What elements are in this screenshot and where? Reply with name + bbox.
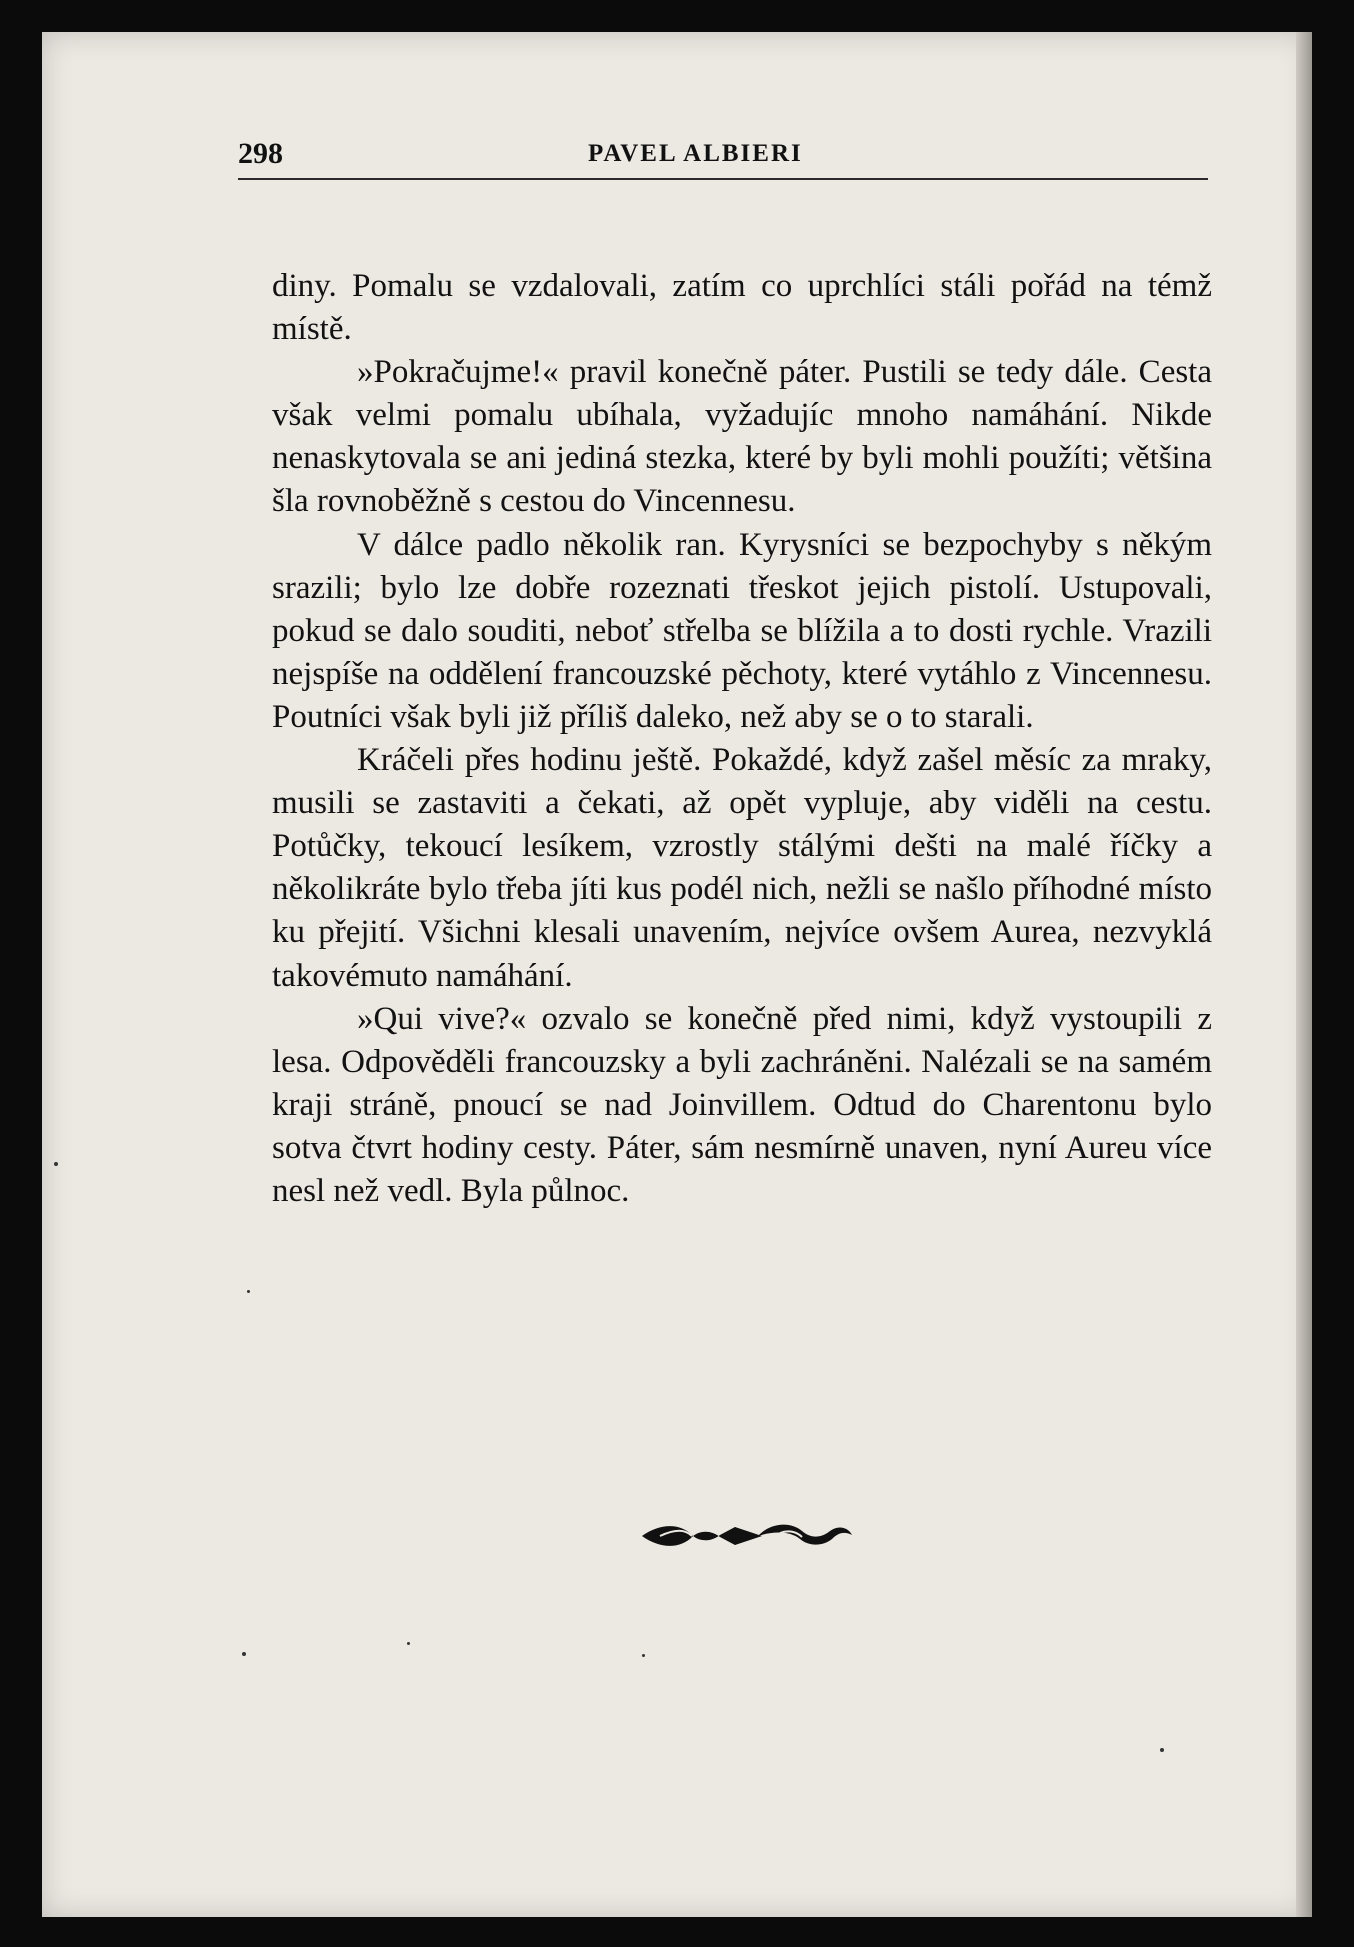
running-title: PAVEL ALBIERI (588, 140, 803, 167)
book-page (42, 32, 1312, 1917)
header-rule (238, 178, 1208, 180)
paragraph-2: »Pokračujme!« pravil konečně páter. Pustili se tedy dále. Cesta však velmi pomalu ubíhala, vyžadujíc mnoho namáhání. Nikde nenaskytovala se ani jediná stezka, které by byli mohli použíti; většina šla rovnoběžně s cestou do Vincennesu. (272, 354, 1212, 520)
print-speck (247, 1290, 250, 1293)
body-text (272, 265, 1212, 1213)
print-speck (1160, 1748, 1164, 1752)
paragraph-3: V dálce padlo několik ran. Kyrysníci se bezpochyby s někým srazili; bylo lze dobře rozeznati třeskot jejich pistolí. Ustupovali, pokud se dalo souditi, neboť střelba se blížila a to dosti rychle. Vrazili nejspíše na oddělení francouzské pěchoty, které vytáhlo z Vincennesu. Poutníci však byli již příliš daleko, než aby se o to starali. (272, 526, 1212, 735)
print-speck (54, 1162, 58, 1166)
paragraph-4: Kráčeli přes hodinu ještě. Pokaždé, když zašel měsíc za mraky, musili se zastaviti a čekati, až opět vypluje, aby viděli na cestu. Potůčky, tekoucí lesíkem, vzrostly stálými dešti na malé říčky a několikráte bylo třeba jíti kus podél nich, nežli se našlo příhodné místo ku přejití. Všichni klesali unavením, nejvíce ovšem Aurea, nezvyklá takovémuto namáhání. (272, 742, 1212, 994)
decorative-flourish-icon (640, 1515, 855, 1557)
print-speck (242, 1652, 246, 1656)
page-edge (1296, 32, 1312, 1917)
page-header (238, 137, 1218, 177)
paragraph-1: diny. Pomalu se vzdalovali, zatím co uprchlíci stáli pořád na témž místě. (272, 268, 1212, 348)
print-speck (407, 1642, 410, 1645)
print-speck (642, 1654, 645, 1657)
page-number: 298 (238, 137, 283, 170)
paragraph-5: »Qui vive?« ozvalo se konečně před nimi, když vystoupili z lesa. Odpověděli francouzsky a byli zachráněni. Nalézali se na samém kraji stráně, pnoucí se nad Joinvillem. Odtud do Charentonu bylo sotva čtvrt hodiny cesty. Páter, sám nesmírně unaven, nyní Aureu více nesl než vedl. Byla půlnoc. (272, 1000, 1212, 1209)
